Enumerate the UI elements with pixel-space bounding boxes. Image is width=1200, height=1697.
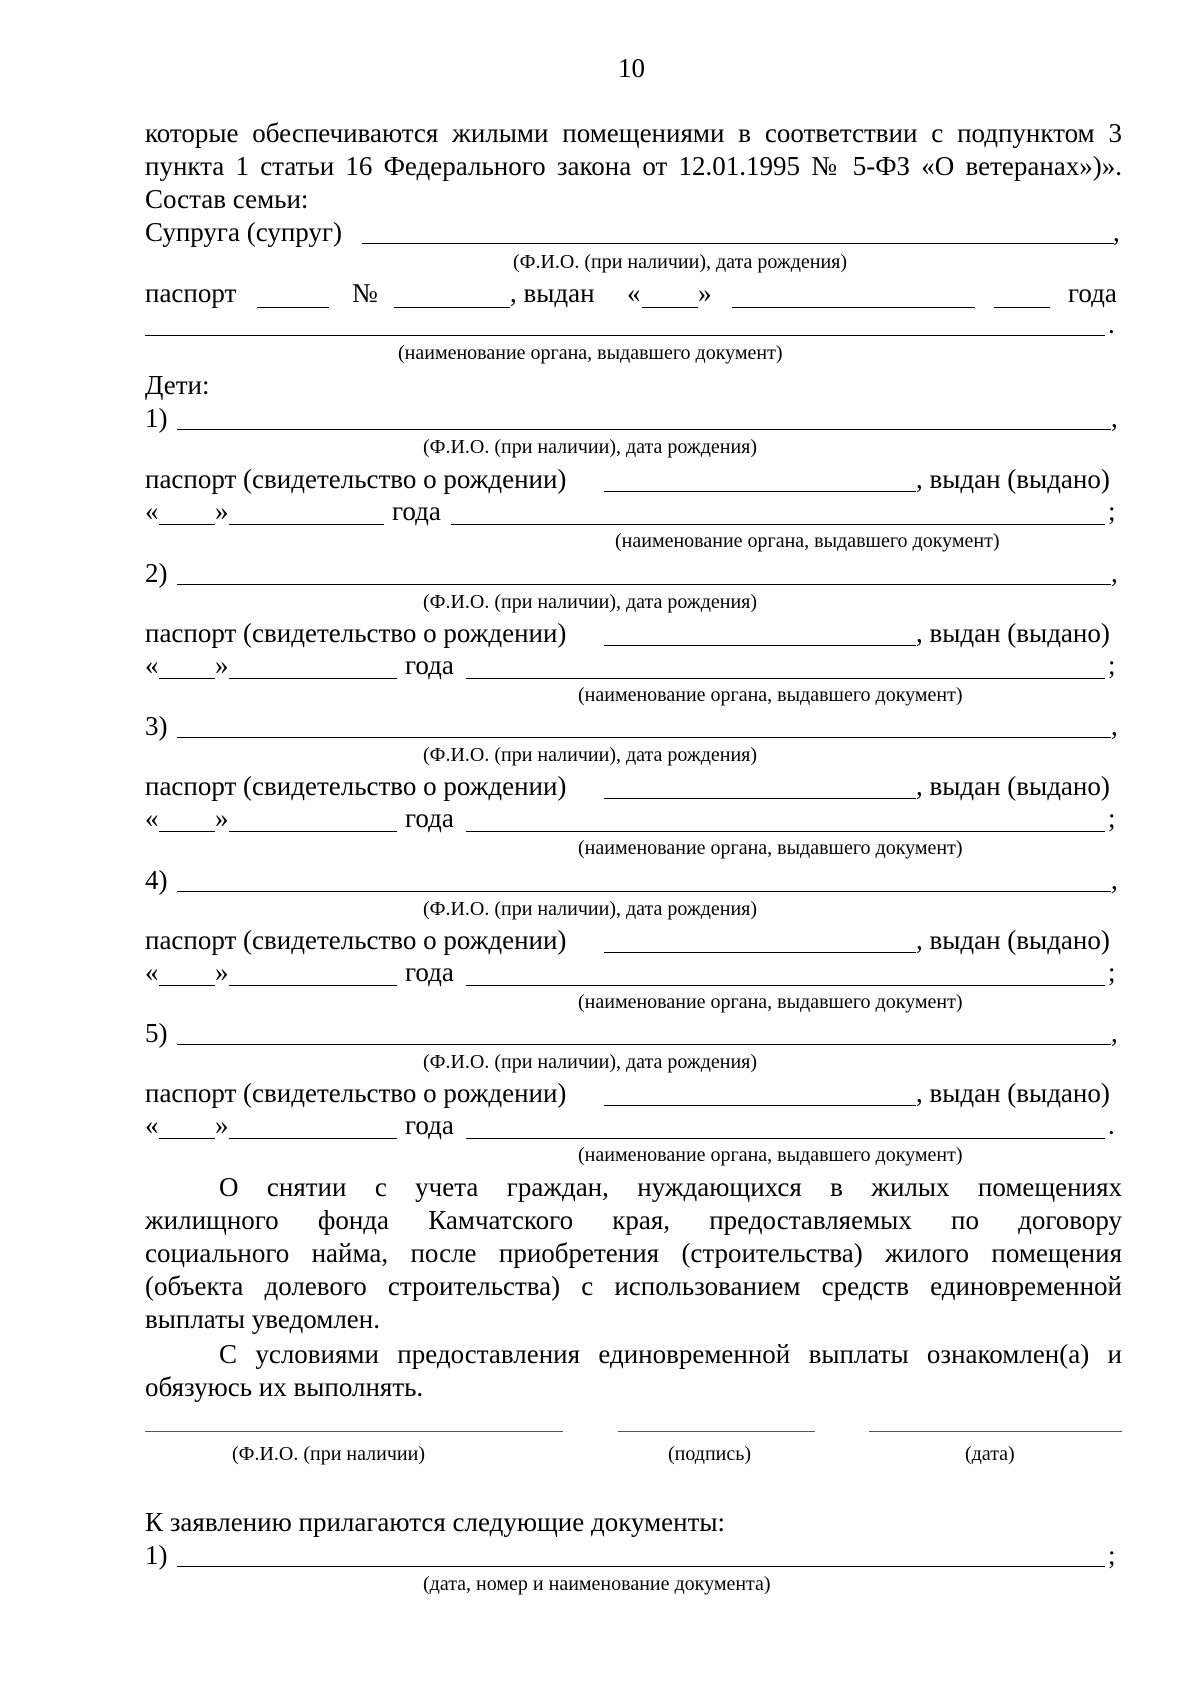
spouse-issue-month-field[interactable] [732,307,975,308]
child-org-hint: (наименование органа, выдавшего документ) [578,991,963,1013]
child-year-label: года [405,803,454,833]
child-passport-label: паспорт (свидетельство о рождении) [145,925,567,955]
child-issue-day-field[interactable] [159,985,215,986]
spouse-issue-day-field[interactable] [642,307,698,308]
spouse-issued-label: , выдан [510,278,595,308]
signature-sign-field[interactable] [618,1431,815,1432]
child-issue-month-field[interactable] [229,985,397,986]
spouse-passport-series-field[interactable] [257,307,329,308]
child-issue-month-field[interactable] [229,678,397,679]
child-end-mark: ; [1108,803,1116,833]
child-end-mark: ; [1108,650,1116,680]
child-passport-label: паспорт (свидетельство о рождении) [145,464,567,494]
child-issued-label: , выдан (выдано) [916,925,1110,955]
attachment-number: 1) [145,1540,168,1570]
spouse-fio-hint: (Ф.И.О. (при наличии), дата рождения) [513,251,848,273]
child-org-hint: (наименование органа, выдавшего документ) [578,684,963,706]
child-issue-month-field[interactable] [229,831,397,832]
spouse-passport-number-field[interactable] [394,307,510,308]
child-fio-hint: (Ф.И.О. (при наличии), дата рождения) [423,744,758,766]
child-passport-field[interactable] [604,491,916,492]
child-year-label: года [405,957,454,987]
child-fio-field[interactable] [177,1044,1111,1045]
child-number: 3) [145,711,168,741]
notice-line-5: выплаты уведомлен. [145,1304,380,1334]
child-issue-day-field[interactable] [159,1138,215,1139]
child-passport-label: паспорт (свидетельство о рождении) [145,1078,567,1108]
spouse-year-label: года [1068,278,1117,308]
child-org-hint: (наименование органа, выдавшего документ) [578,837,963,859]
child-quote-open: « [145,1110,159,1140]
child-issue-day-field[interactable] [159,524,215,525]
child-comma: , [1111,711,1118,741]
child-quote-open: « [145,803,159,833]
child-org-field[interactable] [466,831,1105,832]
child-number: 4) [145,865,168,895]
notice-line-3: социального найма, после приобретения (строительства) жилого помещения [145,1238,1122,1268]
child-issued-label: , выдан (выдано) [916,771,1110,801]
child-passport-field[interactable] [604,952,916,953]
child-fio-field[interactable] [177,584,1111,585]
child-fio-field[interactable] [177,737,1111,738]
child-quote-close: » [215,803,229,833]
child-quote-close: » [215,957,229,987]
child-number: 1) [145,403,168,433]
child-org-field[interactable] [451,524,1105,525]
child-quote-open: « [145,957,159,987]
signature-date-hint: (дата) [965,1443,1015,1465]
child-passport-field[interactable] [604,798,916,799]
intro-line-2: пункта 1 статьи 16 Федерального закона от 12.01.1995 № 5-ФЗ «О ветеранах»)». [145,151,1122,181]
child-issue-day-field[interactable] [159,831,215,832]
spouse-quote-close: » [698,278,712,308]
child-fio-hint: (Ф.И.О. (при наличии), дата рождения) [423,436,758,458]
child-org-hint: (наименование органа, выдавшего документ) [578,1144,963,1166]
notice-line-4: (объекта долевого строительства) с использованием средств единовременной [145,1271,1122,1301]
spouse-org-hint: (наименование органа, выдавшего документ) [398,342,783,364]
child-fio-hint: (Ф.И.О. (при наличии), дата рождения) [423,1051,758,1073]
child-fio-hint: (Ф.И.О. (при наличии), дата рождения) [423,898,758,920]
child-org-field[interactable] [466,985,1105,986]
spouse-fio-field[interactable] [362,243,1114,244]
child-org-field[interactable] [466,1138,1105,1139]
child-comma: , [1111,865,1118,895]
children-heading: Дети: [145,370,210,400]
spouse-comma: , [1113,217,1120,247]
child-year-label: года [405,650,454,680]
spouse-label: Супруга (супруг) [145,217,343,247]
child-quote-open: « [145,496,159,526]
child-issue-day-field[interactable] [159,678,215,679]
child-passport-field[interactable] [604,1105,916,1106]
spouse-passport-label: паспорт [145,278,237,308]
child-passport-label: паспорт (свидетельство о рождении) [145,618,567,648]
child-end-mark: ; [1108,496,1116,526]
spouse-end-period: . [1108,309,1115,339]
child-passport-label: паспорт (свидетельство о рождении) [145,771,567,801]
child-passport-field[interactable] [604,645,916,646]
notice-line-1: О снятии с учета граждан, нуждающихся в жилых помещениях [219,1172,1122,1202]
child-year-label: года [392,496,441,526]
attachment-end-mark: ; [1108,1540,1116,1570]
child-quote-close: » [215,650,229,680]
child-fio-field[interactable] [177,891,1111,892]
child-comma: , [1111,1018,1118,1048]
spouse-issue-year-field[interactable] [994,307,1050,308]
signature-fio-field[interactable] [145,1431,563,1432]
child-issued-label: , выдан (выдано) [916,464,1110,494]
intro-line-1: которые обеспечиваются жилыми помещениями в соответствии с подпунктом 3 [145,118,1122,148]
child-issued-label: , выдан (выдано) [916,1078,1110,1108]
child-issue-month-field[interactable] [229,524,384,525]
child-number: 2) [145,558,168,588]
child-comma: , [1111,558,1118,588]
signature-date-field[interactable] [869,1431,1122,1432]
notice-line-2: жилищного фонда Камчатского края, предоставляемых по договору [145,1205,1122,1235]
spouse-quote-open: « [627,278,641,308]
attachment-field[interactable] [177,1566,1105,1567]
attachments-heading: К заявлению прилагаются следующие документы: [145,1507,726,1537]
conditions-line-1: С условиями предоставления единовременной выплаты ознакомлен(а) и [219,1339,1122,1369]
child-end-mark: . [1108,1110,1115,1140]
child-fio-field[interactable] [177,429,1111,430]
child-issue-month-field[interactable] [229,1138,397,1139]
child-end-mark: ; [1108,957,1116,987]
child-quote-close: » [215,1110,229,1140]
signature-fio-hint: (Ф.И.О. (при наличии) [232,1443,425,1465]
conditions-line-2: обязуюсь их выполнять. [145,1372,424,1402]
signature-sign-hint: (подпись) [668,1443,752,1465]
family-heading: Состав семьи: [145,184,309,214]
child-issued-label: , выдан (выдано) [916,618,1110,648]
child-fio-hint: (Ф.И.О. (при наличии), дата рождения) [423,591,758,613]
child-number: 5) [145,1018,168,1048]
child-org-hint: (наименование органа, выдавшего документ) [615,530,1000,552]
spouse-org-field[interactable] [145,335,1105,336]
child-comma: , [1111,403,1118,433]
spouse-number-sign: № [352,278,378,308]
child-org-field[interactable] [466,678,1105,679]
page-number: 10 [618,53,645,83]
child-year-label: года [405,1110,454,1140]
child-quote-open: « [145,650,159,680]
attachment-hint: (дата, номер и наименование документа) [423,1573,771,1595]
child-quote-close: » [215,496,229,526]
